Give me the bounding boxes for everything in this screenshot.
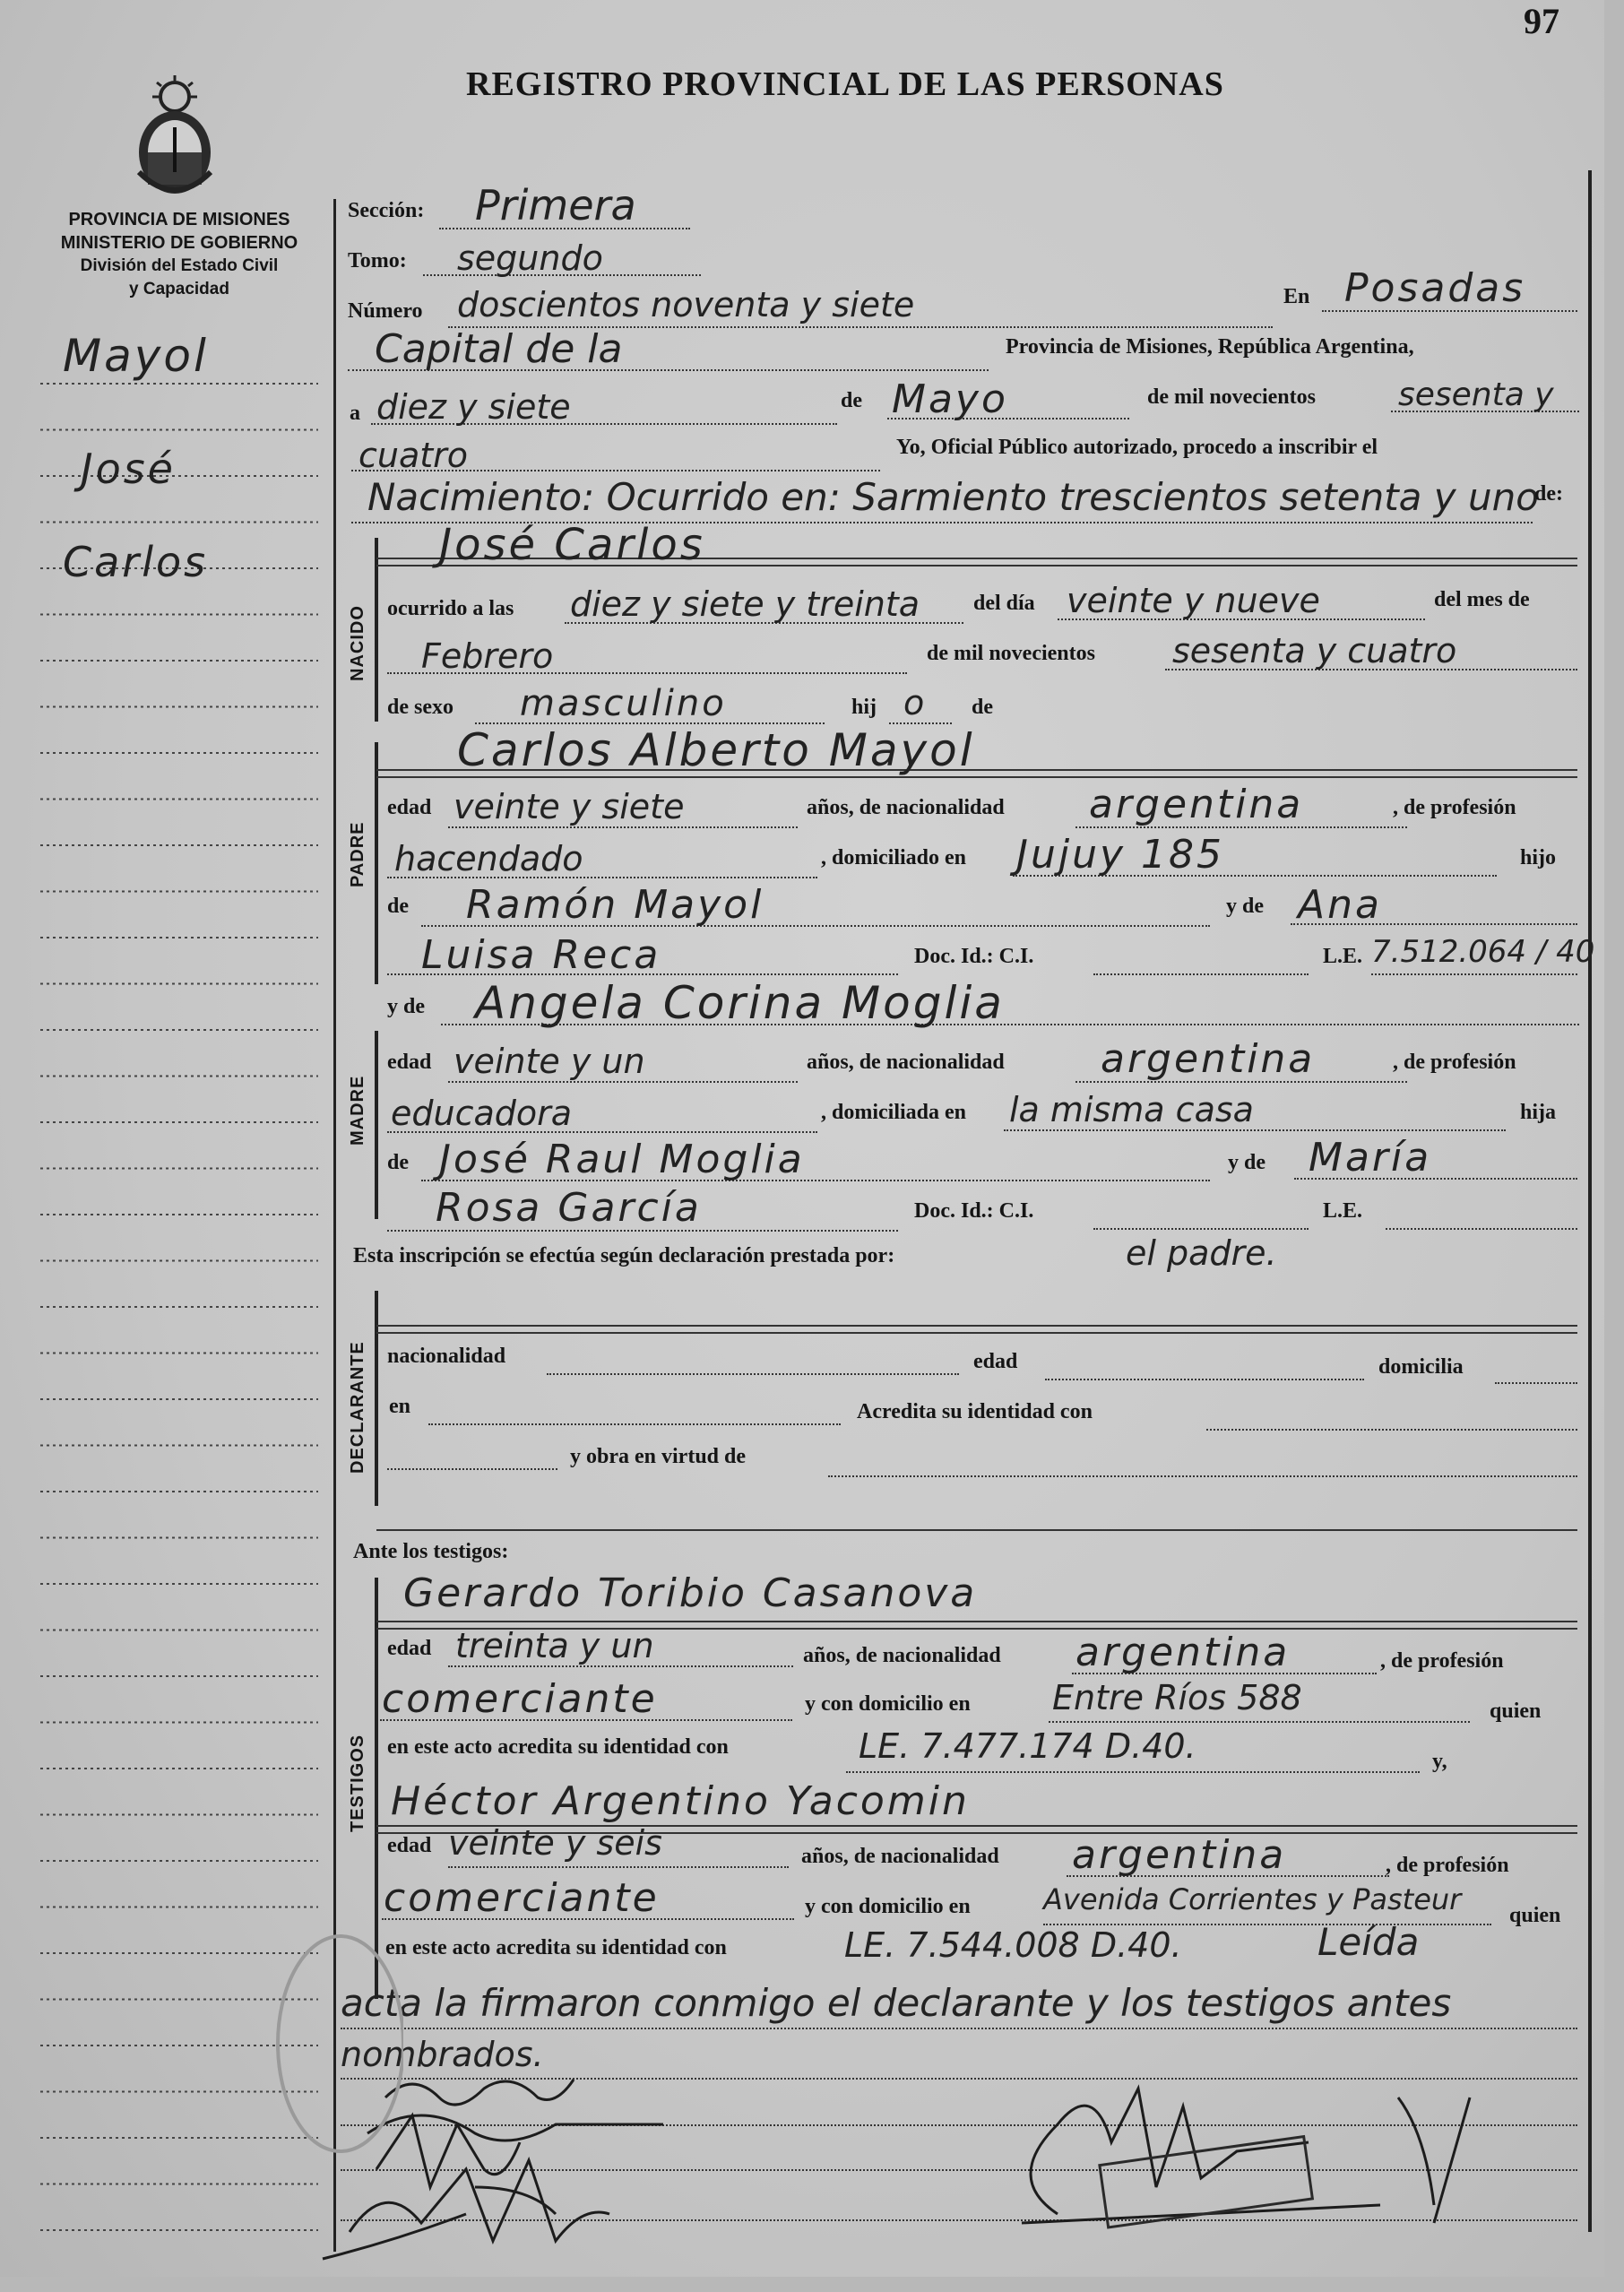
closing-line-1 bbox=[341, 2028, 1577, 2029]
padre-nombre: Carlos Alberto Mayol bbox=[457, 724, 975, 776]
madre-section-label: MADRE bbox=[348, 1075, 367, 1146]
padre-le-value: 7.512.064 / 40 bbox=[1371, 934, 1595, 970]
declarante-name-line bbox=[376, 1325, 1577, 1327]
declarante-dom-line bbox=[1495, 1382, 1577, 1384]
testigo1-dom-line bbox=[1049, 1721, 1470, 1723]
del-mes-label: del mes de bbox=[1434, 588, 1530, 611]
faint-seal bbox=[260, 1927, 403, 2160]
capital-value: Capital de la bbox=[375, 326, 623, 372]
declarante-acredita-line bbox=[1206, 1429, 1577, 1431]
sidebar-first-name: José bbox=[81, 445, 176, 493]
testigo2-edad-value: veinte y seis bbox=[448, 1823, 662, 1863]
padre-nac-label: años, de nacionalidad bbox=[807, 796, 1005, 819]
declarante-acredita-label: Acredita su identidad con bbox=[857, 1400, 1093, 1423]
testigo1-nac-label: años, de nacionalidad bbox=[803, 1644, 1001, 1667]
anio-nac-label: de mil novecientos bbox=[927, 642, 1095, 665]
padre-le-line bbox=[1371, 973, 1577, 975]
padre-prof-label: , de profesión bbox=[1393, 796, 1516, 819]
sidebar-second-name: Carlos bbox=[63, 538, 209, 586]
coat-of-arms-emblem bbox=[125, 74, 224, 199]
declarante-dom-label: domicilia bbox=[1378, 1355, 1464, 1379]
madre-dom-line bbox=[1004, 1129, 1506, 1131]
padre-dom-value: Jujuy 185 bbox=[1016, 832, 1224, 878]
en-label: En bbox=[1283, 285, 1310, 308]
madre-abuela-value: María bbox=[1309, 1135, 1432, 1181]
declarante-nac-line bbox=[547, 1373, 959, 1375]
testigo1-doc-line bbox=[846, 1771, 1420, 1773]
testigo2-quien-label: quien bbox=[1509, 1904, 1561, 1927]
testigo2-acredita-label: en este acto acredita su identidad con bbox=[385, 1936, 727, 1959]
org-capacity: y Capacidad bbox=[129, 280, 229, 298]
testigo2-prof-value: comerciante bbox=[384, 1875, 660, 1921]
dia-nac-value: veinte y nueve bbox=[1067, 581, 1320, 620]
testigo1-name-line bbox=[376, 1621, 1577, 1622]
official-signature-and-stamp bbox=[968, 2044, 1542, 2259]
testigo1-dom-value: Entre Ríos 588 bbox=[1052, 1678, 1302, 1717]
fecha-de-label: de bbox=[841, 389, 862, 412]
declarante-obra-line bbox=[828, 1475, 1577, 1477]
declarante-edad-label: edad bbox=[973, 1350, 1018, 1373]
padre-name-line-2 bbox=[376, 776, 1577, 778]
testigo2-edad-label: edad bbox=[387, 1834, 432, 1857]
seccion-value: Primera bbox=[475, 181, 636, 229]
testigo1-dom-label: y con domicilio en bbox=[805, 1692, 971, 1716]
testigo1-edad-label: edad bbox=[387, 1637, 432, 1660]
hij-label: hij bbox=[851, 696, 877, 719]
padre-hijo-label: hijo bbox=[1520, 846, 1557, 869]
anio-nac-value: sesenta y cuatro bbox=[1172, 631, 1457, 670]
hij-value: o bbox=[903, 683, 925, 722]
dia-value: diez y siete bbox=[376, 387, 571, 427]
madre-abuelo-de-label: de bbox=[387, 1151, 409, 1174]
sidebar-surname: Mayol bbox=[63, 330, 209, 382]
madre-nombre: Angela Corina Moglia bbox=[475, 977, 1005, 1029]
mes-nac-value: Febrero bbox=[421, 636, 554, 676]
testigo1-edad-line bbox=[448, 1665, 793, 1667]
madre-dom-value: la misma casa bbox=[1009, 1090, 1254, 1129]
testigo1-prof-label: , de profesión bbox=[1380, 1649, 1504, 1673]
nacido-section-label: NACIDO bbox=[348, 605, 367, 681]
acto-value: Nacimiento: Ocurrido en: Sarmiento trescientos setenta y uno bbox=[367, 475, 1539, 519]
provincia-text: Provincia de Misiones, República Argentina, bbox=[1006, 335, 1414, 359]
sexo-label: de sexo bbox=[387, 696, 454, 719]
testigos-section-label: TESTIGOS bbox=[348, 1734, 367, 1832]
declarante-edad-line bbox=[1045, 1379, 1364, 1380]
testigo2-dom-label: y con domicilio en bbox=[805, 1895, 971, 1918]
madre-edad-label: edad bbox=[387, 1051, 432, 1074]
declarante-en-label: en bbox=[389, 1395, 410, 1418]
en-value: Posadas bbox=[1344, 265, 1526, 311]
testigo2-nac-value: argentina bbox=[1072, 1832, 1287, 1878]
leida-value: Leída bbox=[1317, 1920, 1420, 1964]
madre-nac-label: años, de nacionalidad bbox=[807, 1051, 1005, 1074]
declarante-doc-line bbox=[387, 1468, 557, 1470]
madre-edad-line bbox=[448, 1081, 798, 1083]
org-ministry: MINISTERIO DE GOBIERNO bbox=[60, 233, 298, 253]
padre-abuela-value: Ana bbox=[1298, 882, 1382, 928]
padre-abuela-value-2: Luisa Reca bbox=[421, 932, 661, 978]
ocurrido-label: ocurrido a las bbox=[387, 597, 514, 620]
closing-text-1: acta la firmaron conmigo el declarante y los testigos antes bbox=[341, 1981, 1452, 2025]
madre-abuela-value-2: Rosa García bbox=[436, 1185, 702, 1231]
testigo1-nombre: Gerardo Toribio Casanova bbox=[403, 1570, 978, 1616]
declarante-name-line-2 bbox=[376, 1332, 1577, 1334]
issuing-authority bbox=[36, 208, 323, 301]
registry-title: REGISTRO PROVINCIAL DE LAS PERSONAS bbox=[466, 65, 1224, 103]
del-dia-label: del día bbox=[973, 592, 1035, 615]
padre-edad-label: edad bbox=[387, 796, 432, 819]
tomo-value: segundo bbox=[457, 238, 603, 278]
acto-suffix: de: bbox=[1534, 482, 1563, 506]
mes-value: Mayo bbox=[892, 376, 1008, 422]
padre-bracket bbox=[375, 742, 378, 984]
tomo-label: Tomo: bbox=[348, 249, 407, 272]
testigo1-prof-value: comerciante bbox=[382, 1676, 658, 1722]
inscripcion-label: Esta inscripción se efectúa según declaración prestada por: bbox=[353, 1244, 895, 1267]
padre-edad-line bbox=[448, 826, 798, 828]
padre-doc-label: Doc. Id.: C.I. bbox=[914, 945, 1034, 968]
org-province: PROVINCIA DE MISIONES bbox=[68, 210, 290, 229]
testigo2-edad-line bbox=[448, 1866, 789, 1868]
org-division: División del Estado Civil bbox=[80, 256, 279, 275]
madre-doc-label: Doc. Id.: C.I. bbox=[914, 1199, 1034, 1223]
nacido-nombre: José Carlos bbox=[439, 520, 705, 570]
madre-le-line bbox=[1386, 1228, 1577, 1230]
padre-abuelo-value: Ramón Mayol bbox=[466, 882, 764, 928]
madre-abuelo-value: José Raul Moglia bbox=[439, 1137, 805, 1182]
numero-value: doscientos noventa y siete bbox=[457, 285, 915, 324]
numero-label: Número bbox=[348, 299, 423, 323]
madre-prof-label: , de profesión bbox=[1393, 1051, 1516, 1074]
testigo1-doc-value: LE. 7.477.174 D.40. bbox=[859, 1726, 1196, 1766]
inscripcion-value: el padre. bbox=[1126, 1233, 1277, 1273]
testigos-ante-label: Ante los testigos: bbox=[353, 1540, 509, 1563]
folio-number: 97 bbox=[1524, 1, 1559, 41]
testigo1-quien-label: quien bbox=[1490, 1700, 1542, 1723]
sexo-value: masculino bbox=[520, 683, 727, 724]
madre-yde-label: y de bbox=[387, 995, 425, 1018]
padre-section-label: PADRE bbox=[348, 821, 367, 887]
padre-abuelo-de-label: de bbox=[387, 895, 409, 918]
fecha-a-label: a bbox=[350, 402, 360, 425]
testigo1-nac-value: argentina bbox=[1075, 1630, 1291, 1675]
padre-prof-value: hacendado bbox=[394, 839, 583, 878]
padre-edad-value: veinte y siete bbox=[454, 787, 685, 826]
madre-bracket bbox=[375, 1031, 378, 1219]
madre-prof-value: educadora bbox=[391, 1094, 573, 1133]
anio-label: de mil novecientos bbox=[1147, 385, 1316, 409]
testigo1-y-label: y, bbox=[1432, 1750, 1447, 1773]
declarante-end-line bbox=[376, 1529, 1577, 1531]
anio-value2: cuatro bbox=[358, 436, 469, 475]
padre-le-label: L.E. bbox=[1323, 945, 1363, 968]
declarante-en-line bbox=[428, 1423, 841, 1425]
testigo2-doc-value: LE. 7.544.008 D.40. bbox=[844, 1925, 1182, 1965]
padre-doc-line bbox=[1093, 973, 1309, 975]
padre-dom-label: , domiciliado en bbox=[821, 846, 967, 869]
declarante-nac-label: nacionalidad bbox=[387, 1345, 506, 1368]
madre-dom-label: , domiciliada en bbox=[821, 1101, 967, 1124]
anio-value1: sesenta y bbox=[1398, 376, 1554, 413]
declarante-section-label: DECLARANTE bbox=[348, 1341, 367, 1474]
testigo1-acredita-label: en este acto acredita su identidad con bbox=[387, 1735, 729, 1759]
hora-value: diez y siete y treinta bbox=[570, 584, 920, 624]
testigo1-edad-value: treinta y un bbox=[455, 1626, 654, 1665]
madre-hija-label: hija bbox=[1520, 1101, 1557, 1124]
padre-abuela-yde-label: y de bbox=[1226, 895, 1264, 918]
padre-nac-value: argentina bbox=[1089, 782, 1304, 827]
oficial-text: Yo, Oficial Público autorizado, procedo a inscribir el bbox=[896, 436, 1378, 459]
right-border bbox=[1588, 170, 1592, 2232]
testigo2-prof-label: , de profesión bbox=[1386, 1854, 1509, 1877]
closing-text-2: nombrados. bbox=[341, 2035, 544, 2074]
seccion-label: Sección: bbox=[348, 199, 425, 222]
testigo2-nombre: Héctor Argentino Yacomin bbox=[391, 1778, 970, 1824]
madre-edad-value: veinte y un bbox=[454, 1042, 645, 1081]
madre-doc-line bbox=[1093, 1228, 1309, 1230]
testigo2-nac-label: años, de nacionalidad bbox=[801, 1845, 999, 1868]
madre-nac-value: argentina bbox=[1101, 1036, 1316, 1082]
nacido-de-label: de bbox=[972, 696, 993, 719]
declarante-bracket bbox=[375, 1291, 378, 1506]
declarante-obra-label: y obra en virtud de bbox=[570, 1445, 747, 1468]
madre-le-label: L.E. bbox=[1323, 1199, 1363, 1223]
testigo2-dom-value: Avenida Corrientes y Pasteur bbox=[1043, 1882, 1462, 1916]
madre-abuela-yde-label: y de bbox=[1228, 1151, 1266, 1174]
